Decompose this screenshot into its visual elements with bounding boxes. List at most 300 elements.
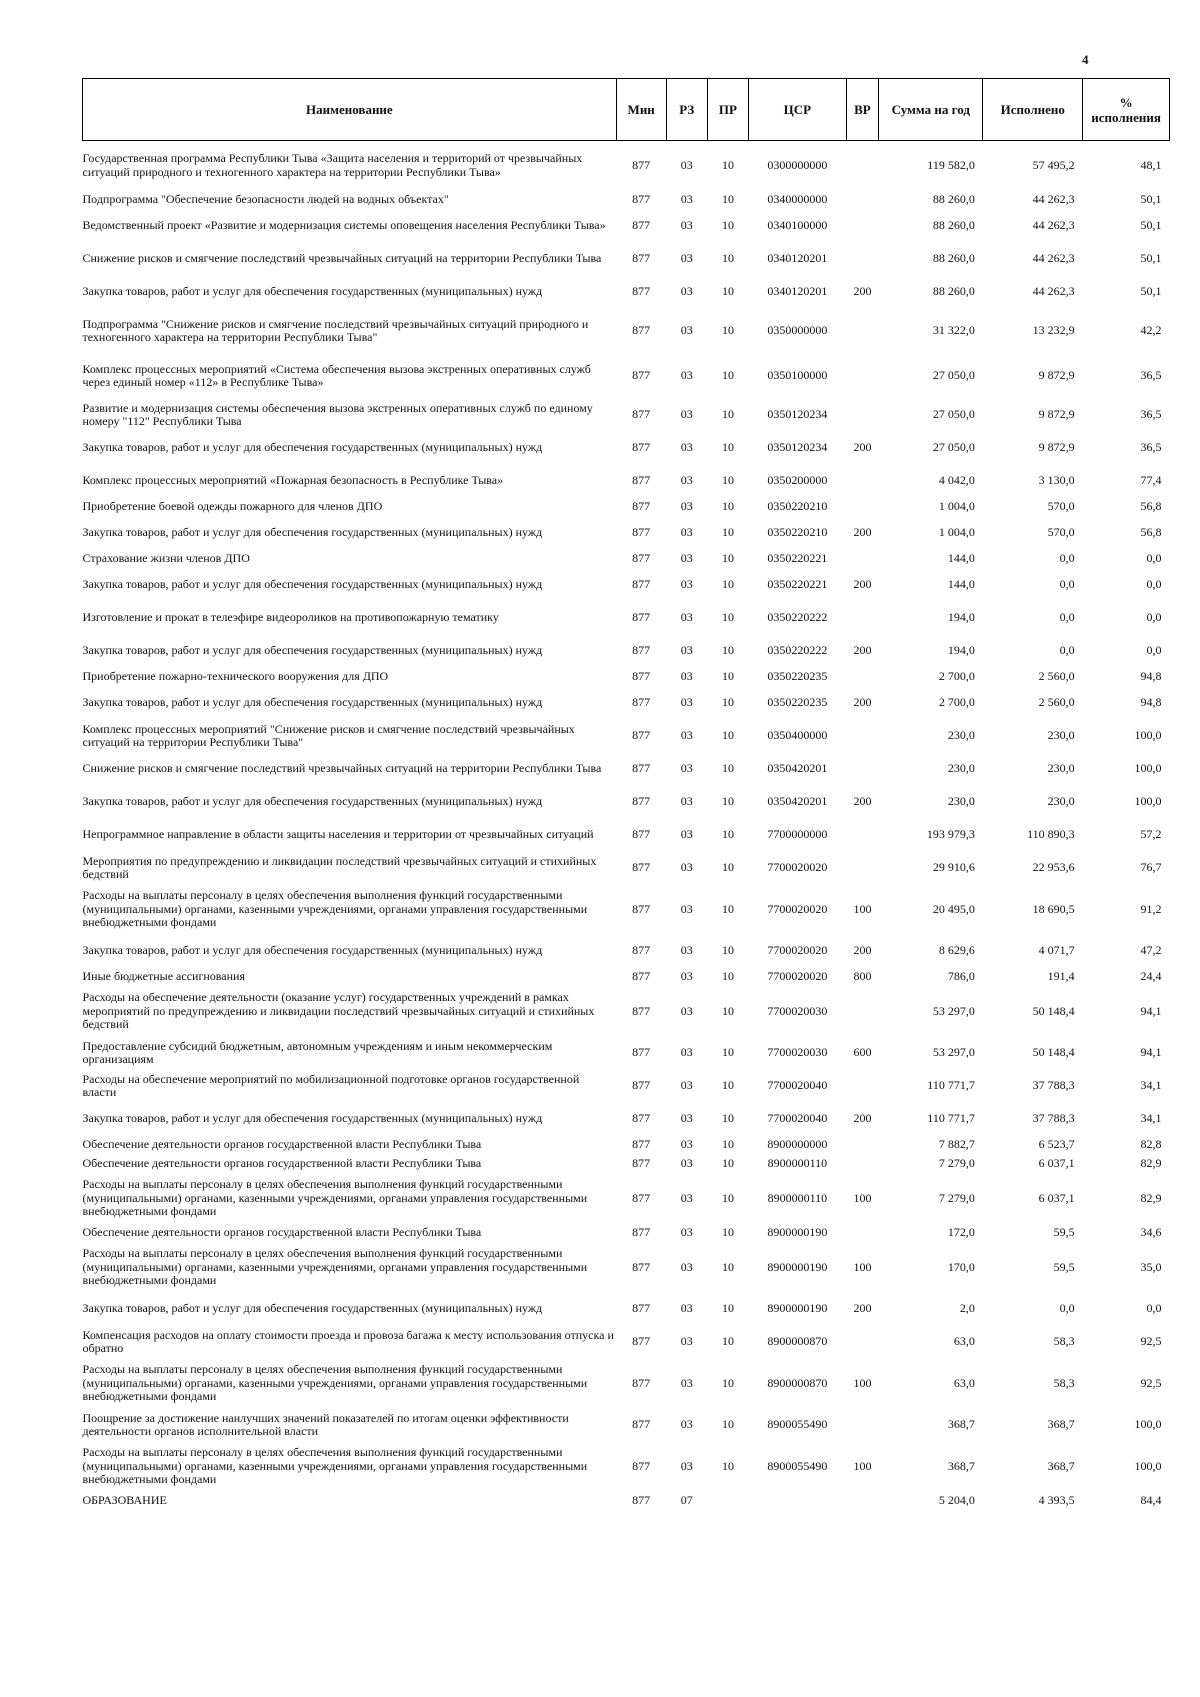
row-rz: 03 xyxy=(680,158,693,172)
row-csr: 7700020040 xyxy=(767,1078,828,1093)
row-name: Подпрограмма "Снижение рисков и смягчение последствий чрезвычайных ситуаций природного и техногенного характера на территории Республики Тыва" xyxy=(82,316,589,344)
table-row xyxy=(83,1224,1170,1243)
row-percent: 100,0 xyxy=(1134,1458,1162,1473)
row-rz: 03 xyxy=(680,1190,693,1205)
row-sum: 144,0 xyxy=(947,551,975,566)
table-row xyxy=(83,852,1170,885)
row-rz: 03 xyxy=(680,827,693,842)
row-executed: 0,0 xyxy=(1059,610,1075,625)
row-min: 877 xyxy=(632,440,651,455)
row-name: Расходы на выплаты персоналу в целях обеспечения выполнения функций государственными (муниципальными) органами, казенными учреждениями, органами управления государственными внебюджетными фондами xyxy=(82,1445,588,1487)
row-percent: 36,5 xyxy=(1140,368,1162,383)
row-percent: 0,0 xyxy=(1146,643,1162,658)
row-percent: 94,1 xyxy=(1140,1045,1162,1060)
table-row xyxy=(83,354,1170,399)
row-executed: 58,3 xyxy=(1053,1334,1075,1349)
table-row xyxy=(83,1326,1170,1359)
row-name: Страхование жизни членов ДПО xyxy=(82,551,250,566)
row-pr: 10 xyxy=(721,158,734,172)
table-row xyxy=(83,276,1170,309)
row-percent: 92,5 xyxy=(1140,1375,1162,1390)
row-rz: 03 xyxy=(680,1334,693,1349)
row-sum: 368,7 xyxy=(947,1458,975,1473)
row-sum: 2 700,0 xyxy=(938,669,975,684)
row-vr: 200 xyxy=(853,440,872,455)
row-percent: 0,0 xyxy=(1146,610,1162,625)
row-sum: 230,0 xyxy=(947,794,975,809)
row-pr: 10 xyxy=(721,368,734,383)
row-name: Поощрение за достижение наилучших значений показателей по итогам оценки эффективности деятельности органов исполнительной власти xyxy=(82,1410,569,1438)
row-executed: 191,4 xyxy=(1047,969,1075,984)
row-pr: 10 xyxy=(721,643,734,658)
row-sum: 786,0 xyxy=(947,969,975,984)
row-rz: 03 xyxy=(680,440,693,455)
row-csr: 0350220210 xyxy=(767,499,828,514)
table-row xyxy=(83,668,1170,687)
row-rz: 03 xyxy=(680,525,693,540)
row-percent: 36,5 xyxy=(1140,440,1162,455)
header-min: Мин xyxy=(616,79,666,141)
row-pr: 10 xyxy=(721,499,734,514)
row-min: 877 xyxy=(632,218,651,233)
row-name: Государственная программа Республики Тыва «Защита населения и территорий от чрезвычайных ситуаций природного и техногенного характера на территории Республики Тыва» xyxy=(82,151,583,179)
row-executed: 59,5 xyxy=(1053,1259,1075,1274)
row-min: 877 xyxy=(632,860,651,875)
row-executed: 110 890,3 xyxy=(1027,827,1075,842)
row-vr: 200 xyxy=(853,1301,872,1316)
row-vr: 100 xyxy=(853,1458,872,1473)
row-vr xyxy=(846,243,879,276)
row-pr: 10 xyxy=(721,1301,734,1316)
row-min: 877 xyxy=(632,1111,651,1126)
row-executed: 18 690,5 xyxy=(1032,901,1075,916)
row-percent: 94,1 xyxy=(1140,1003,1162,1018)
row-rz: 03 xyxy=(680,695,693,710)
row-min: 877 xyxy=(632,643,651,658)
row-csr: 7700020030 xyxy=(767,1045,828,1060)
row-name: Непрограммное направление в области защиты населения и территории от чрезвычайных ситуаций xyxy=(82,827,594,842)
row-executed: 59,5 xyxy=(1053,1225,1075,1240)
row-name: Закупка товаров, работ и услуг для обеспечения государственных (муниципальных) нужд xyxy=(82,1301,543,1316)
table-header-row xyxy=(83,79,1170,141)
row-pr: 10 xyxy=(721,284,734,299)
row-vr xyxy=(846,465,879,498)
row-percent: 94,8 xyxy=(1140,695,1162,710)
row-name: Снижение рисков и смягчение последствий чрезвычайных ситуаций на территории Республики Тыва xyxy=(82,761,602,776)
row-min: 877 xyxy=(632,551,651,566)
row-name: Обеспечение деятельности органов государственной власти Республики Тыва xyxy=(82,1225,482,1240)
row-rz: 03 xyxy=(680,284,693,299)
row-csr: 0350220221 xyxy=(767,551,828,566)
row-min: 877 xyxy=(632,969,651,984)
row-name: ОБРАЗОВАНИЕ xyxy=(82,1493,167,1508)
row-percent: 84,4 xyxy=(1140,1493,1162,1508)
row-percent: 50,1 xyxy=(1140,284,1162,299)
row-csr: 8900000190 xyxy=(767,1225,828,1240)
row-vr xyxy=(846,720,879,753)
row-min: 877 xyxy=(632,1493,651,1508)
row-executed: 570,0 xyxy=(1047,525,1075,540)
row-pr: 10 xyxy=(721,1078,734,1093)
row-percent: 100,0 xyxy=(1134,1417,1162,1432)
row-csr: 0350220221 xyxy=(767,577,828,592)
row-percent: 47,2 xyxy=(1140,943,1162,958)
row-sum: 20 495,0 xyxy=(932,901,975,916)
row-name: Закупка товаров, работ и услуг для обеспечения государственных (муниципальных) нужд xyxy=(82,794,543,809)
row-rz: 03 xyxy=(680,1458,693,1473)
row-rz: 03 xyxy=(680,368,693,383)
table-row xyxy=(83,309,1170,354)
row-rz: 03 xyxy=(680,1225,693,1240)
row-rz: 03 xyxy=(680,499,693,514)
row-min: 877 xyxy=(632,1375,651,1390)
row-name: Иные бюджетные ассигнования xyxy=(82,969,245,984)
row-sum: 88 260,0 xyxy=(932,251,975,266)
row-csr: 0350100000 xyxy=(767,368,828,383)
row-executed: 50 148,4 xyxy=(1032,1045,1075,1060)
row-sum: 110 771,7 xyxy=(927,1078,975,1093)
row-min: 877 xyxy=(632,192,651,207)
row-csr: 7700000000 xyxy=(767,827,828,842)
table-row xyxy=(83,1136,1170,1155)
table-row xyxy=(83,1293,1170,1326)
row-percent: 56,8 xyxy=(1140,525,1162,540)
row-percent: 82,9 xyxy=(1140,1190,1162,1205)
row-pr: 10 xyxy=(721,794,734,809)
row-vr: 200 xyxy=(853,577,872,592)
row-sum: 53 297,0 xyxy=(932,1045,975,1060)
row-sum: 31 322,0 xyxy=(932,323,975,338)
row-executed: 9 872,9 xyxy=(1038,440,1075,455)
row-csr: 0350220222 xyxy=(767,610,828,625)
row-vr xyxy=(846,1224,879,1243)
row-percent: 57,2 xyxy=(1140,827,1162,842)
table-row xyxy=(83,1037,1170,1070)
row-min: 877 xyxy=(632,1417,651,1432)
row-executed: 4 393,5 xyxy=(1038,1493,1075,1508)
row-sum: 194,0 xyxy=(947,643,975,658)
row-executed: 2 560,0 xyxy=(1038,669,1075,684)
row-pr: 10 xyxy=(721,1334,734,1349)
row-name: Закупка товаров, работ и услуг для обеспечения государственных (муниципальных) нужд xyxy=(82,695,543,710)
table-row xyxy=(83,210,1170,243)
table-row xyxy=(83,243,1170,276)
row-percent: 42,2 xyxy=(1140,323,1162,338)
row-percent: 50,1 xyxy=(1140,251,1162,266)
row-rz: 03 xyxy=(680,551,693,566)
row-vr xyxy=(846,191,879,210)
table-body xyxy=(83,141,1170,1511)
row-rz: 07 xyxy=(680,1493,693,1508)
row-vr xyxy=(846,852,879,885)
row-sum: 2,0 xyxy=(959,1301,975,1316)
row-name: Закупка товаров, работ и услуг для обеспечения государственных (муниципальных) нужд xyxy=(82,943,543,958)
row-executed: 9 872,9 xyxy=(1038,407,1075,422)
budget-execution-table xyxy=(82,78,1170,1511)
row-min: 877 xyxy=(632,1045,651,1060)
table-row xyxy=(83,968,1170,987)
table-row xyxy=(83,1174,1170,1224)
row-pr: 10 xyxy=(721,860,734,875)
row-vr xyxy=(846,602,879,635)
row-pr: 10 xyxy=(721,192,734,207)
row-csr: 7700020020 xyxy=(767,901,828,916)
row-csr: 7700020020 xyxy=(767,969,828,984)
row-executed: 57 495,2 xyxy=(1032,158,1075,172)
row-name: Расходы на выплаты персоналу в целях обеспечения выполнения функций государственными (муниципальными) органами, казенными учреждениями, органами управления государственными внебюджетными фондами xyxy=(82,888,588,930)
row-rz: 03 xyxy=(680,192,693,207)
row-executed: 37 788,3 xyxy=(1032,1111,1075,1126)
row-min: 877 xyxy=(632,1334,651,1349)
row-min: 877 xyxy=(632,525,651,540)
row-sum: 1 004,0 xyxy=(938,499,975,514)
row-executed: 3 130,0 xyxy=(1038,473,1075,488)
row-sum: 8 629,6 xyxy=(938,943,975,958)
row-name: Приобретение боевой одежды пожарного для членов ДПО xyxy=(82,499,383,514)
page-number: 4 xyxy=(1082,52,1089,67)
row-executed: 13 232,9 xyxy=(1032,323,1075,338)
row-vr: 200 xyxy=(853,284,872,299)
table-row xyxy=(83,1442,1170,1492)
row-percent: 34,6 xyxy=(1140,1225,1162,1240)
row-rz: 03 xyxy=(680,1417,693,1432)
row-name: Комплекс процессных мероприятий «Система обеспечения вызова экстренных оперативных служб через единый номер «112» в Республике Тыва» xyxy=(82,361,591,389)
row-name: Комплекс процессных мероприятий "Снижение рисков и смягчение последствий чрезвычайных ситуаций на территории Республики Тыва" xyxy=(82,721,575,749)
row-rz: 03 xyxy=(680,1003,693,1018)
row-min: 877 xyxy=(632,1301,651,1316)
table-row xyxy=(83,1359,1170,1409)
row-executed: 44 262,3 xyxy=(1032,192,1075,207)
row-sum: 53 297,0 xyxy=(932,1003,975,1018)
row-pr: 10 xyxy=(721,1190,734,1205)
table-row xyxy=(83,465,1170,498)
row-percent: 92,5 xyxy=(1140,1334,1162,1349)
table-row xyxy=(83,1070,1170,1103)
row-vr xyxy=(846,1492,879,1511)
row-rz: 03 xyxy=(680,1259,693,1274)
row-pr: 10 xyxy=(721,1156,734,1171)
row-executed: 368,7 xyxy=(1047,1417,1075,1432)
row-vr xyxy=(846,1409,879,1442)
row-min: 877 xyxy=(632,695,651,710)
row-csr: 7700020020 xyxy=(767,943,828,958)
row-sum: 27 050,0 xyxy=(932,407,975,422)
row-rz: 03 xyxy=(680,1375,693,1390)
row-executed: 44 262,3 xyxy=(1032,251,1075,266)
row-rz: 03 xyxy=(680,251,693,266)
row-sum: 5 204,0 xyxy=(938,1493,975,1508)
row-sum: 7 882,7 xyxy=(938,1137,975,1152)
table-row xyxy=(83,141,1170,191)
header-name: Наименование xyxy=(83,79,617,141)
row-percent: 94,8 xyxy=(1140,669,1162,684)
table-row xyxy=(83,687,1170,720)
row-csr: 8900000870 xyxy=(767,1375,828,1390)
header-executed: Исполнено xyxy=(983,79,1083,141)
row-sum: 230,0 xyxy=(947,728,975,743)
row-vr: 200 xyxy=(853,943,872,958)
row-percent: 50,1 xyxy=(1140,218,1162,233)
row-rz: 03 xyxy=(680,669,693,684)
row-sum: 88 260,0 xyxy=(932,218,975,233)
row-csr: 0350120234 xyxy=(767,407,828,422)
row-pr: 10 xyxy=(721,669,734,684)
table-row xyxy=(83,191,1170,210)
table-row xyxy=(83,1155,1170,1174)
row-min: 877 xyxy=(632,1137,651,1152)
row-pr: 10 xyxy=(721,577,734,592)
row-pr: 10 xyxy=(721,1417,734,1432)
row-min: 877 xyxy=(632,901,651,916)
row-pr: 10 xyxy=(721,901,734,916)
row-executed: 368,7 xyxy=(1047,1458,1075,1473)
row-vr: 100 xyxy=(853,1259,872,1274)
row-percent: 76,7 xyxy=(1140,860,1162,875)
row-percent: 100,0 xyxy=(1134,761,1162,776)
row-executed: 0,0 xyxy=(1059,1301,1075,1316)
table-row xyxy=(83,987,1170,1037)
row-executed: 230,0 xyxy=(1047,794,1075,809)
row-name: Расходы на выплаты персоналу в целях обеспечения выполнения функций государственными (муниципальными) органами, казенными учреждениями, органами управления государственными внебюджетными фондами xyxy=(82,1362,588,1404)
row-min: 877 xyxy=(632,368,651,383)
table-row xyxy=(83,550,1170,569)
row-min: 877 xyxy=(632,577,651,592)
row-vr xyxy=(846,354,879,399)
row-rz: 03 xyxy=(680,1045,693,1060)
row-vr: 100 xyxy=(853,1375,872,1390)
row-executed: 2 560,0 xyxy=(1038,695,1075,710)
table-row xyxy=(83,602,1170,635)
row-min: 877 xyxy=(632,610,651,625)
row-min: 877 xyxy=(632,943,651,958)
row-sum: 194,0 xyxy=(947,610,975,625)
row-vr xyxy=(846,550,879,569)
row-csr: 8900000190 xyxy=(767,1259,828,1274)
row-rz: 03 xyxy=(680,473,693,488)
header-percent: % исполнения xyxy=(1083,79,1170,141)
row-vr: 200 xyxy=(853,525,872,540)
row-name: Закупка товаров, работ и услуг для обеспечения государственных (муниципальных) нужд xyxy=(82,525,543,540)
row-pr: 10 xyxy=(721,969,734,984)
row-executed: 44 262,3 xyxy=(1032,218,1075,233)
row-executed: 230,0 xyxy=(1047,728,1075,743)
row-csr: 8900055490 xyxy=(767,1458,828,1473)
row-percent: 48,1 xyxy=(1140,158,1162,172)
row-sum: 63,0 xyxy=(953,1334,975,1349)
row-vr: 800 xyxy=(853,969,872,984)
row-min: 877 xyxy=(632,827,651,842)
row-percent: 91,2 xyxy=(1140,901,1162,916)
row-executed: 6 523,7 xyxy=(1038,1137,1075,1152)
row-csr: 8900000190 xyxy=(767,1301,828,1316)
row-executed: 58,3 xyxy=(1053,1375,1075,1390)
row-rz: 03 xyxy=(680,1137,693,1152)
row-percent: 34,1 xyxy=(1140,1078,1162,1093)
row-name: Расходы на обеспечение деятельности (оказание услуг) государственных учреждений в рамках мероприятий по предупреждению и ликвидации последствий чрезвычайных ситуаций и стихийных бедствий xyxy=(82,990,595,1032)
row-name: Обеспечение деятельности органов государственной власти Республики Тыва xyxy=(82,1137,482,1152)
row-rz: 03 xyxy=(680,577,693,592)
row-rz: 03 xyxy=(680,610,693,625)
row-name: Расходы на выплаты персоналу в целях обеспечения выполнения функций государственными (муниципальными) органами, казенными учреждениями, органами управления государственными внебюджетными фондами xyxy=(82,1177,588,1219)
row-sum: 27 050,0 xyxy=(932,440,975,455)
row-name: Комплекс процессных мероприятий «Пожарная безопасность в Республике Тыва» xyxy=(82,473,504,488)
table-row xyxy=(83,720,1170,753)
row-vr xyxy=(846,1326,879,1359)
row-percent: 77,4 xyxy=(1140,473,1162,488)
row-pr: 10 xyxy=(721,407,734,422)
row-name: Изготовление и прокат в телеэфире видеороликов на противопожарную тематику xyxy=(82,610,499,625)
row-csr: 8900000870 xyxy=(767,1334,828,1349)
row-pr: 10 xyxy=(721,695,734,710)
row-sum: 7 279,0 xyxy=(938,1190,975,1205)
row-csr: 0350120234 xyxy=(767,440,828,455)
row-vr: 200 xyxy=(853,1111,872,1126)
row-executed: 570,0 xyxy=(1047,499,1075,514)
row-percent: 0,0 xyxy=(1146,577,1162,592)
row-percent: 36,5 xyxy=(1140,407,1162,422)
row-min: 877 xyxy=(632,728,651,743)
row-csr: 0350420201 xyxy=(767,761,828,776)
row-min: 877 xyxy=(632,794,651,809)
row-pr: 10 xyxy=(721,827,734,842)
row-vr xyxy=(846,987,879,1037)
row-sum: 88 260,0 xyxy=(932,192,975,207)
row-sum: 7 279,0 xyxy=(938,1156,975,1171)
row-executed: 9 872,9 xyxy=(1038,368,1075,383)
row-rz: 03 xyxy=(680,728,693,743)
row-sum: 27 050,0 xyxy=(932,368,975,383)
row-rz: 03 xyxy=(680,901,693,916)
row-sum: 368,7 xyxy=(947,1417,975,1432)
row-percent: 82,9 xyxy=(1140,1156,1162,1171)
row-name: Закупка товаров, работ и услуг для обеспечения государственных (муниципальных) нужд xyxy=(82,440,543,455)
row-csr: 0350220235 xyxy=(767,669,828,684)
row-name: Ведомственный проект «Развитие и модернизация системы оповещения населения Республики Тыва» xyxy=(82,218,606,233)
row-percent: 24,4 xyxy=(1140,969,1162,984)
row-rz: 03 xyxy=(680,794,693,809)
row-pr: 10 xyxy=(721,1259,734,1274)
row-name: Расходы на выплаты персоналу в целях обеспечения выполнения функций государственными (муниципальными) органами, казенными учреждениями, органами управления государственными внебюджетными фондами xyxy=(82,1246,588,1288)
table-row xyxy=(83,399,1170,432)
row-pr: 10 xyxy=(721,1458,734,1473)
row-executed: 37 788,3 xyxy=(1032,1078,1075,1093)
row-executed: 0,0 xyxy=(1059,643,1075,658)
row-csr: 0300000000 xyxy=(767,158,828,172)
row-pr: 10 xyxy=(721,551,734,566)
row-rz: 03 xyxy=(680,407,693,422)
row-csr: 0340120201 xyxy=(767,284,828,299)
row-min: 877 xyxy=(632,407,651,422)
row-executed: 22 953,6 xyxy=(1032,860,1075,875)
row-percent: 34,1 xyxy=(1140,1111,1162,1126)
row-executed: 0,0 xyxy=(1059,551,1075,566)
row-pr: 10 xyxy=(721,440,734,455)
row-csr: 0340000000 xyxy=(767,192,828,207)
row-sum: 88 260,0 xyxy=(932,284,975,299)
row-rz: 03 xyxy=(680,761,693,776)
row-rz: 03 xyxy=(680,860,693,875)
row-csr: 8900055490 xyxy=(767,1417,828,1432)
table-row xyxy=(83,1103,1170,1136)
table-row xyxy=(83,517,1170,550)
row-min: 877 xyxy=(632,1078,651,1093)
row-csr: 0340120201 xyxy=(767,251,828,266)
row-executed: 6 037,1 xyxy=(1038,1190,1075,1205)
row-sum: 193 979,3 xyxy=(926,827,975,842)
row-name: Мероприятия по предупреждению и ликвидации последствий чрезвычайных ситуаций и стихийных бедствий xyxy=(82,853,597,881)
row-percent: 0,0 xyxy=(1146,551,1162,566)
row-sum: 170,0 xyxy=(947,1259,975,1274)
